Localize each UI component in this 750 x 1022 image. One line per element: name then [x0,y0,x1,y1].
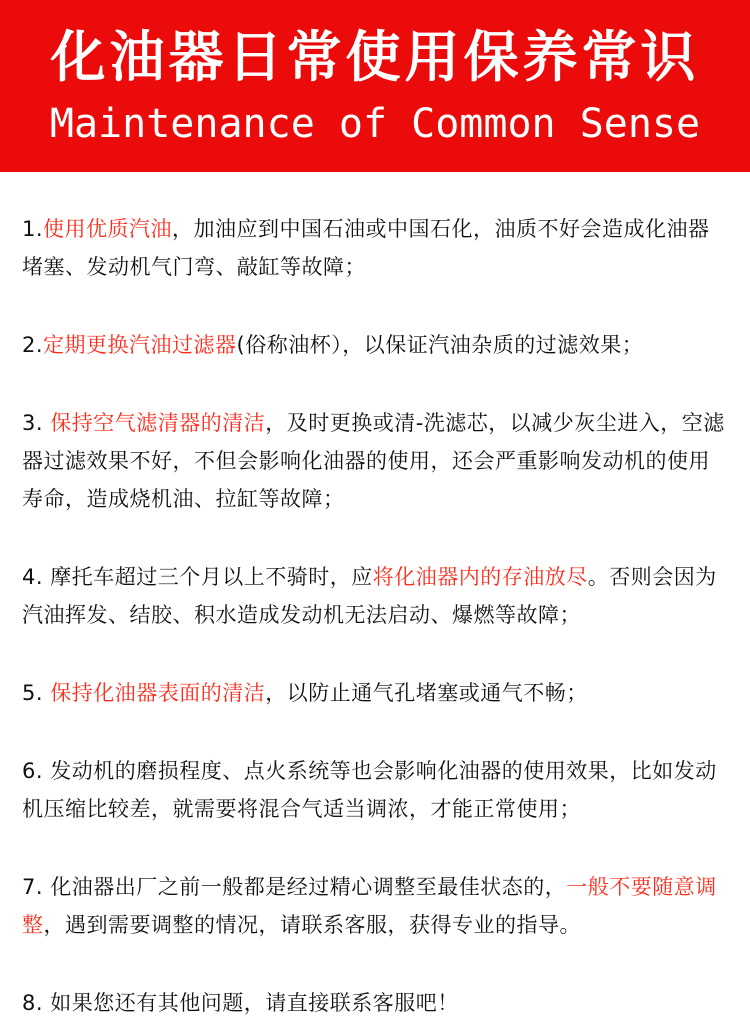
tip-text: ，遇到需要调整的情况，请联系客服，获得专业的指导。 [43,913,581,937]
tip-highlight: 一般不要随意调整 [22,875,717,937]
tip-item-7 [22,868,730,944]
tip-item-4 [22,558,730,634]
page-subtitle: Maintenance of Common Sense [49,101,701,147]
tip-text: 8. 如果您还有其他问题，请直接联系客服吧！ [22,991,459,1015]
tip-item-2 [22,326,730,364]
tip-highlight: 将化油器内的存油放尽 [372,565,588,589]
tip-item-5 [22,674,730,712]
tip-text: 1. [22,217,44,241]
tip-highlight: 保持化油器表面的清洁 [50,681,266,705]
tip-item-1 [22,210,730,286]
tip-text: 6. 发动机的磨损程度、点火系统等也会影响化油器的使用效果，比如发动机压缩比较差，就需要将混合气适当调浓，才能正常使用； [22,759,717,821]
tip-text: 7. 化油器出厂之前一般都是经过精心调整至最佳状态的， [22,875,567,899]
tip-item-8 [22,984,730,1022]
tip-text: 2. [22,333,44,357]
tip-highlight: 定期更换汽油过滤器 [43,333,237,357]
tip-text: 4. 摩托车超过三个月以上不骑时，应 [22,565,373,589]
tip-text: ，加油应到中国石油或中国石化，油质不好会造成化油器堵塞、发动机气门弯、敲缸等故障； [22,217,710,279]
tip-text: (俗称油杯），以保证汽油杂质的过滤效果； [236,333,644,357]
tip-text: 5. [22,681,51,705]
tip-highlight: 使用优质汽油 [43,217,173,241]
tip-highlight: 保持空气滤清器的清洁 [50,411,266,435]
tip-text: 3. [22,411,51,435]
tip-text: ，以防止通气孔堵塞或通气不畅； [265,681,588,705]
page-title: 化油器日常使用保养常识 [50,25,700,89]
tip-item-3 [22,404,730,518]
tip-text: 。否则会因为汽油挥发、结胶、积水造成发动机无法启动、爆燃等故障； [22,565,717,627]
maintenance-tips-list [0,210,750,1022]
tip-item-6 [22,752,730,828]
tip-text: ，及时更换或清-洗滤芯，以减少灰尘进入，空滤器过滤效果不好，不但会影响化油器的使用，还会严重影响发动机的使用寿命，造成烧机油、拉缸等故障； [22,411,725,511]
title-banner [0,0,750,172]
